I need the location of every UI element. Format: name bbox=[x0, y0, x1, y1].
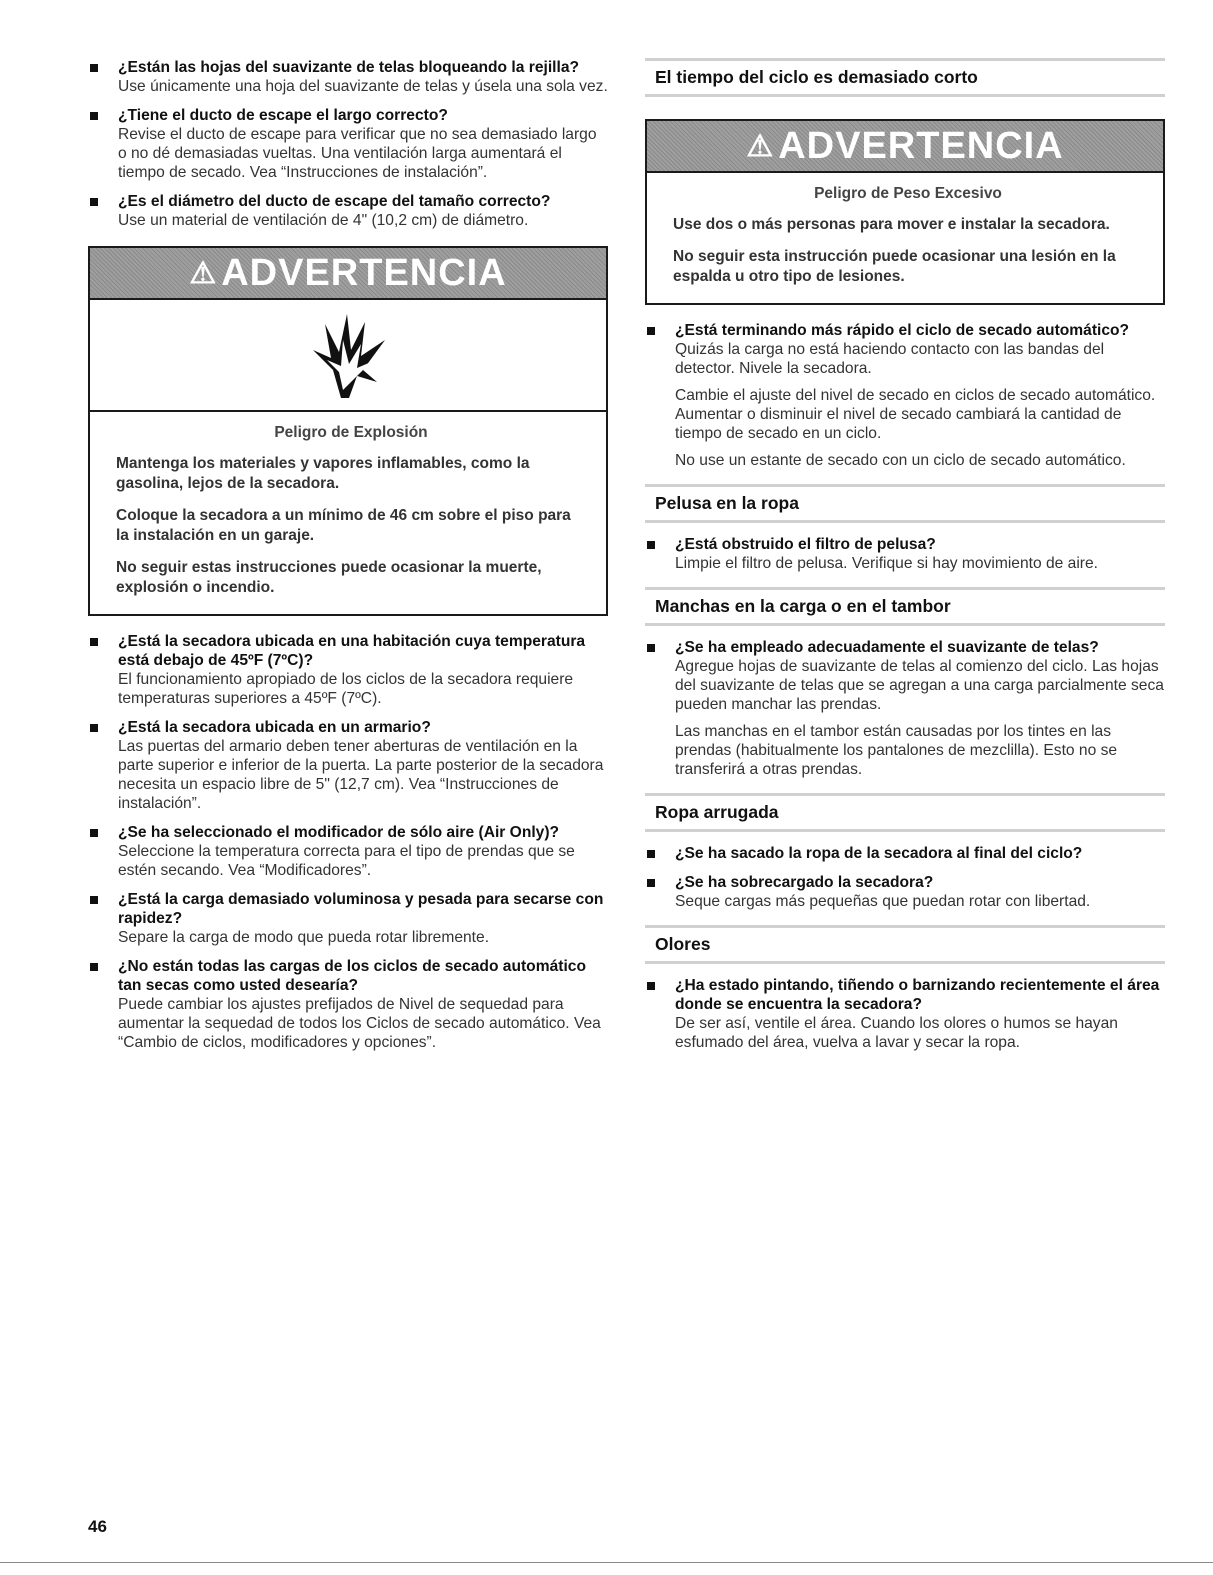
bullet-answer: De ser así, ventile el área. Cuando los olores o humos se hayan esfumado del área, vuelva a lavar y secar la ropa. bbox=[675, 1015, 1118, 1051]
bullet-item bbox=[88, 957, 608, 1052]
warning-title: Peligro de Peso Excesivo bbox=[814, 185, 1002, 202]
bullet-answer: Use únicamente una hoja del suavizante de telas y úsela una sola vez. bbox=[118, 78, 608, 95]
bullet-question: ¿Está terminando más rápido el ciclo de secado automático? bbox=[675, 322, 1130, 339]
bullet-square-icon bbox=[647, 644, 655, 652]
right-column bbox=[645, 58, 1165, 1062]
bullet-question: ¿Está la secadora ubicada en una habitación cuya temperatura está debajo de 45ºF (7ºC)? bbox=[118, 633, 586, 669]
warning-banner bbox=[647, 121, 1163, 171]
warning-triangle-icon: ⚠ bbox=[746, 129, 775, 163]
bullet-answer: No use un estante de secado con un ciclo de secado automático. bbox=[675, 452, 1126, 469]
bullet-question: ¿Está obstruido el filtro de pelusa? bbox=[675, 536, 936, 553]
bullet-answer: Puede cambiar los ajustes prefijados de Nivel de sequedad para aumentar la sequedad de todos los Ciclos de secado automático. Vea “Cambio de ciclos, modificadores y opciones”. bbox=[118, 996, 601, 1051]
bullet-item bbox=[645, 321, 1165, 470]
bullet-answer: Quizás la carga no está haciendo contacto con las bandas del detector. Nivele la secadora. bbox=[675, 341, 1105, 377]
section-list bbox=[645, 976, 1165, 1052]
bullet-item bbox=[88, 718, 608, 813]
bullet-answer: Seque cargas más pequeñas que puedan rotar con libertad. bbox=[675, 893, 1091, 910]
bullet-square-icon bbox=[90, 724, 98, 732]
bullet-item bbox=[88, 192, 608, 230]
bullet-answer: El funcionamiento apropiado de los ciclos de la secadora requiere temperaturas superiores a 45ºF (7ºC). bbox=[118, 671, 574, 707]
warning-banner-text: ADVERTENCIA bbox=[221, 251, 507, 294]
bullet-question: ¿Está la carga demasiado voluminosa y pesada para secarse con rapidez? bbox=[118, 891, 604, 927]
bullet-square-icon bbox=[90, 112, 98, 120]
bullet-square-icon bbox=[647, 879, 655, 887]
section-list bbox=[645, 844, 1165, 911]
bullet-item bbox=[645, 535, 1165, 573]
bullet-answer: Agregue hojas de suavizante de telas al comienzo del ciclo. Las hojas del suavizante de telas que se agregan a una carga parcialmente seca pueden manchar las prendas. bbox=[675, 658, 1164, 713]
bullet-square-icon bbox=[90, 896, 98, 904]
footer-rule bbox=[0, 1562, 1213, 1563]
warning-banner bbox=[90, 248, 606, 298]
bullet-item bbox=[88, 890, 608, 947]
bullet-square-icon bbox=[647, 327, 655, 335]
bullet-square-icon bbox=[90, 64, 98, 72]
explosion-icon-box bbox=[90, 298, 606, 412]
bullet-square-icon bbox=[90, 198, 98, 206]
explosion-warning-box bbox=[88, 246, 608, 616]
bullet-question: ¿Se ha sacado la ropa de la secadora al final del ciclo? bbox=[675, 845, 1083, 862]
bullet-answer: Las manchas en el tambor están causadas por los tintes en las prendas (habitualmente los pantalones de mezclilla). Esto no se transferirá a otras prendas. bbox=[675, 723, 1118, 778]
bullet-question: ¿Se ha seleccionado el modificador de sólo aire (Air Only)? bbox=[118, 824, 560, 841]
bullet-item bbox=[88, 106, 608, 182]
bullet-answer: Use un material de ventilación de 4" (10,2 cm) de diámetro. bbox=[118, 212, 529, 229]
left-column bbox=[88, 58, 608, 1062]
bullet-item bbox=[88, 823, 608, 880]
section-heading-cycle-short: El tiempo del ciclo es demasiado corto bbox=[645, 58, 1165, 97]
section-heading-odors: Olores bbox=[645, 925, 1165, 964]
bullet-question: ¿Ha estado pintando, tiñendo o barnizando recientemente el área donde se encuentra la secadora? bbox=[675, 977, 1160, 1013]
section-heading-lint: Pelusa en la ropa bbox=[645, 484, 1165, 523]
bullet-item bbox=[645, 976, 1165, 1052]
section-list bbox=[645, 535, 1165, 573]
warning-banner-text: ADVERTENCIA bbox=[778, 124, 1064, 167]
warning-line: Mantenga los materiales y vapores inflamables, como la gasolina, lejos de la secadora. bbox=[116, 455, 530, 492]
section-heading-wrinkled: Ropa arrugada bbox=[645, 793, 1165, 832]
left-top-list bbox=[88, 58, 608, 230]
bullet-question: ¿Están las hojas del suavizante de telas bloqueando la rejilla? bbox=[118, 59, 580, 76]
bullet-question: ¿Está la secadora ubicada en un armario? bbox=[118, 719, 431, 736]
bullet-question: ¿Se ha empleado adecuadamente el suavizante de telas? bbox=[675, 639, 1099, 656]
bullet-question: ¿Tiene el ducto de escape el largo correcto? bbox=[118, 107, 448, 124]
bullet-answer: Separe la carga de modo que pueda rotar libremente. bbox=[118, 929, 490, 946]
bullet-question: ¿Se ha sobrecargado la secadora? bbox=[675, 874, 934, 891]
explosion-icon bbox=[303, 310, 393, 400]
bullet-square-icon bbox=[647, 541, 655, 549]
warning-line: Coloque la secadora a un mínimo de 46 cm sobre el piso para la instalación en un garaje. bbox=[116, 507, 571, 544]
weight-warning-box bbox=[645, 119, 1165, 305]
bullet-item bbox=[645, 844, 1165, 863]
bullet-question: ¿Es el diámetro del ducto de escape del tamaño correcto? bbox=[118, 193, 551, 210]
page-number: 46 bbox=[88, 1517, 107, 1536]
bullet-answer: Las puertas del armario deben tener aberturas de ventilación en la parte superior e inferior de la puerta. La parte posterior de la secadora necesita un espacio libre de 5" (12,7 cm). Vea “Instrucciones de instalación”. bbox=[118, 738, 604, 812]
bullet-answer: Seleccione la temperatura correcta para el tipo de prendas que se estén secando. Vea “Modificadores”. bbox=[118, 843, 575, 879]
bullet-square-icon bbox=[90, 638, 98, 646]
bullet-item bbox=[88, 58, 608, 96]
section-list bbox=[645, 321, 1165, 470]
bullet-answer: Revise el ducto de escape para verificar que no sea demasiado largo o no dé demasiadas vueltas. Una ventilación larga aumentará el tiempo de secado. Vea “Instrucciones de instalación”. bbox=[118, 126, 597, 181]
section-list bbox=[645, 638, 1165, 779]
warning-line: No seguir esta instrucción puede ocasionar una lesión en la espalda u otro tipo de lesiones. bbox=[673, 248, 1116, 285]
warning-line: No seguir estas instrucciones puede ocasionar la muerte, explosión o incendio. bbox=[116, 559, 542, 596]
warning-title: Peligro de Explosión bbox=[274, 424, 428, 441]
bullet-square-icon bbox=[647, 982, 655, 990]
bullet-answer: Limpie el filtro de pelusa. Verifique si hay movimiento de aire. bbox=[675, 555, 1098, 572]
left-bottom-list bbox=[88, 632, 608, 1052]
bullet-square-icon bbox=[647, 850, 655, 858]
bullet-item bbox=[645, 638, 1165, 779]
section-heading-stains: Manchas en la carga o en el tambor bbox=[645, 587, 1165, 626]
bullet-item bbox=[645, 873, 1165, 911]
warning-line: Use dos o más personas para mover e instalar la secadora. bbox=[673, 216, 1110, 233]
bullet-square-icon bbox=[90, 829, 98, 837]
warning-triangle-icon: ⚠ bbox=[189, 256, 218, 290]
bullet-answer: Cambie el ajuste del nivel de secado en ciclos de secado automático. Aumentar o disminuir el nivel de secado cambiará la cantidad de tiempo de secado en un ciclo. bbox=[675, 387, 1156, 442]
bullet-square-icon bbox=[90, 963, 98, 971]
bullet-question: ¿No están todas las cargas de los ciclos de secado automático tan secas como usted desearía? bbox=[118, 958, 586, 994]
bullet-item bbox=[88, 632, 608, 708]
